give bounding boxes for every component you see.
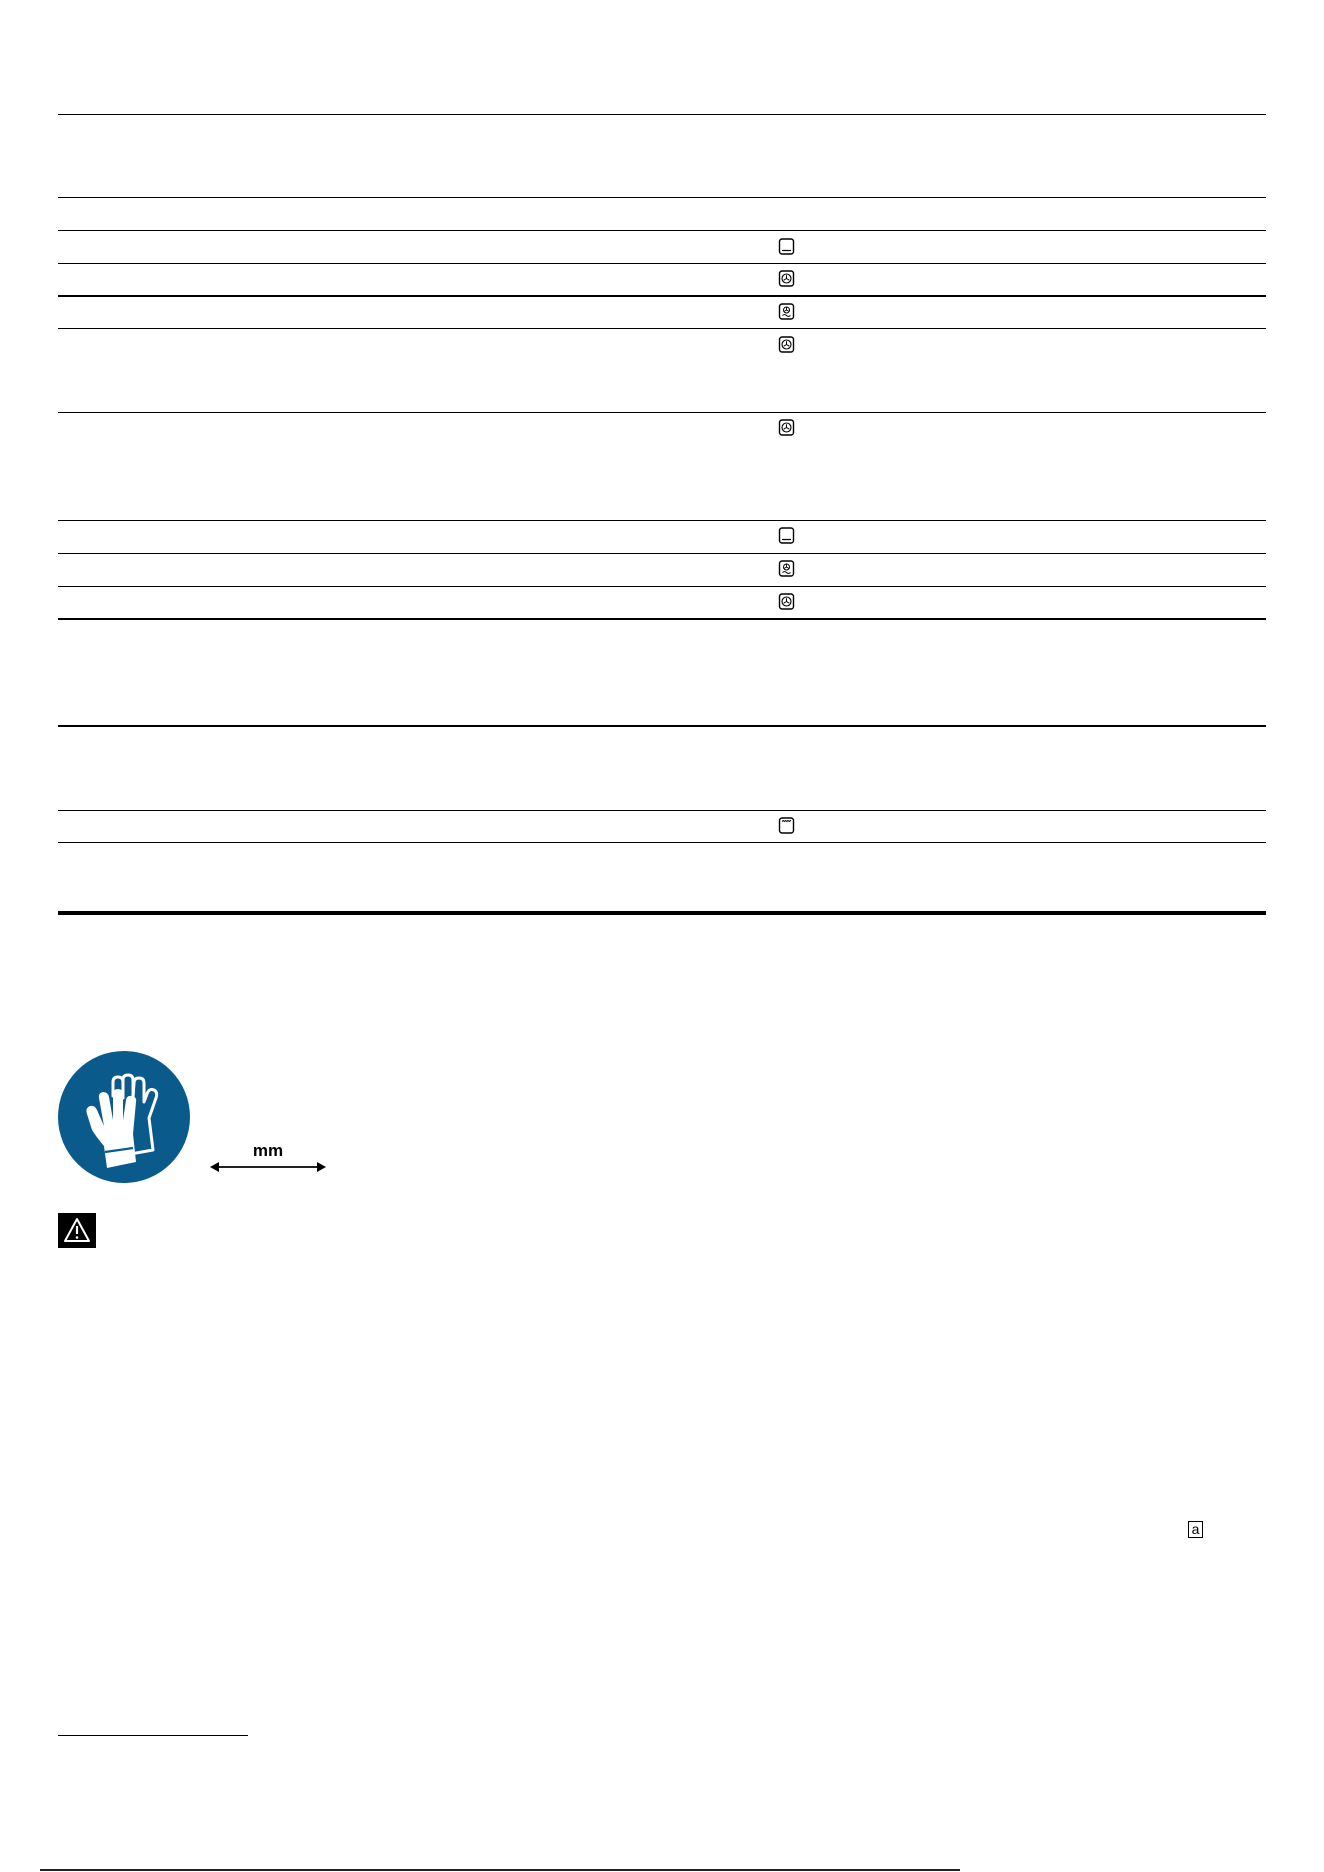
position-label: a — [1188, 1521, 1203, 1538]
table-row-divider — [58, 295, 1266, 297]
table-bottom-rule — [58, 911, 1266, 915]
double-arrow-icon — [210, 1160, 326, 1174]
hot-air-icon — [778, 419, 795, 436]
table-top-rule — [58, 114, 1266, 115]
warning-triangle-icon — [58, 1213, 96, 1248]
footnote-separator — [58, 1735, 248, 1736]
table-row-divider — [58, 520, 1266, 521]
hot-air-eco-icon — [778, 560, 795, 577]
table-row-divider — [58, 328, 1266, 329]
table-row-divider — [58, 197, 1266, 198]
hot-air-eco-icon — [778, 303, 795, 320]
table-section-divider — [58, 725, 1266, 727]
table-row-divider — [58, 586, 1266, 587]
dimension-unit-label: mm — [252, 1141, 284, 1160]
hot-air-icon — [778, 270, 795, 287]
top-bottom-heat-icon — [778, 238, 795, 255]
hot-air-icon — [778, 593, 795, 610]
table-section-divider — [58, 618, 1266, 620]
table-row-divider — [58, 810, 1266, 811]
hot-air-icon — [778, 336, 795, 353]
top-bottom-heat-icon — [778, 527, 795, 544]
page-bottom-rule — [40, 1869, 960, 1871]
table-row-divider — [58, 230, 1266, 231]
table-row-divider — [58, 412, 1266, 413]
table-row-divider — [58, 553, 1266, 554]
dimension-indicator — [210, 1142, 326, 1176]
table-row-divider — [58, 842, 1266, 843]
grill-icon — [778, 817, 795, 834]
table-row-divider — [58, 263, 1266, 264]
protective-gloves-icon — [57, 1050, 191, 1184]
